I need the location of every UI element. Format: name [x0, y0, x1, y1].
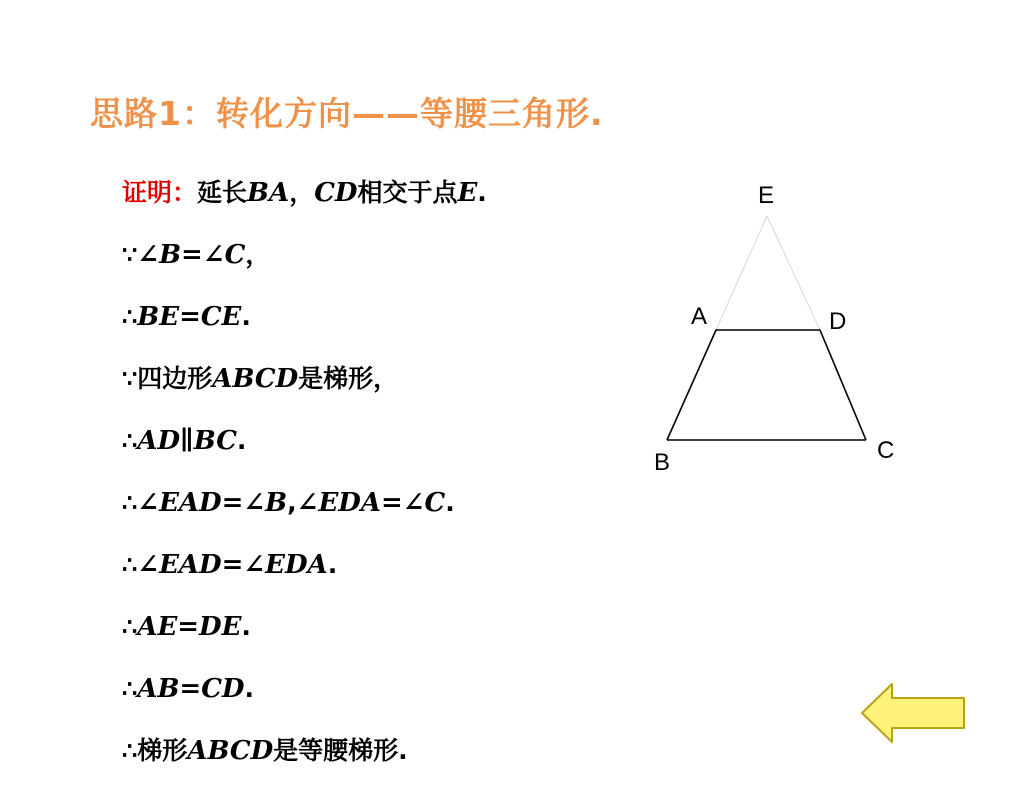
therefore-symbol: ∴: [122, 426, 138, 455]
back-button[interactable]: [858, 680, 970, 746]
text: .: [327, 550, 338, 579]
math: AB=CD: [137, 674, 245, 704]
math: ABCD: [187, 736, 274, 766]
math: ∠EAD=∠EDA: [137, 550, 328, 580]
math: ∠EDA=∠C: [296, 488, 446, 518]
therefore-symbol: ∴: [122, 612, 138, 641]
text: .: [241, 302, 251, 331]
proof-line-1: [122, 170, 642, 232]
text: ，: [245, 240, 271, 269]
segment-dc: [820, 330, 866, 440]
proof-line-6: [122, 480, 642, 542]
math: BE=CE: [137, 302, 242, 332]
therefore-symbol: ∴: [122, 488, 138, 517]
vertex-label-c: C: [877, 437, 895, 464]
extension-line-ed: [767, 216, 820, 330]
proof-text: [122, 170, 642, 790]
math: ∠B=∠C: [137, 240, 246, 270]
text: .: [241, 612, 251, 641]
segment-ab: [667, 330, 716, 440]
text: .: [236, 426, 247, 455]
slide-title: 思路1：转化方向——等腰三角形.: [90, 94, 604, 133]
proof-line-5: [122, 418, 642, 480]
proof-line-8: [122, 604, 642, 666]
text: .: [445, 488, 455, 517]
text: 是等腰梯形.: [273, 736, 408, 765]
math: CD: [314, 178, 358, 208]
therefore-symbol: ∴: [122, 674, 138, 703]
proof-line-3: [122, 294, 642, 356]
therefore-symbol: ∴: [122, 302, 138, 331]
because-symbol: ∵: [122, 240, 138, 269]
math: E: [457, 178, 478, 208]
text: 是梯形，: [298, 364, 399, 393]
therefore-symbol: ∴: [122, 736, 138, 765]
extension-line-ea: [716, 216, 767, 330]
therefore-symbol: ∴: [122, 550, 138, 579]
because-symbol: ∵: [122, 364, 138, 393]
text: .: [477, 178, 487, 207]
vertex-label-d: D: [829, 308, 847, 335]
text: .: [244, 674, 254, 703]
text: 梯形: [137, 736, 188, 765]
math: AD∥BC: [137, 426, 237, 456]
proof-label: 证明：: [122, 178, 198, 207]
proof-line-2: [122, 232, 642, 294]
text: ，: [289, 178, 315, 207]
text: 延长: [197, 178, 248, 207]
math: BA: [247, 178, 290, 208]
proof-line-7: [122, 542, 642, 604]
text: 相交于点: [357, 178, 458, 207]
trapezoid-diagram: [640, 170, 920, 490]
proof-line-4: [122, 356, 642, 418]
vertex-label-b: B: [654, 449, 671, 476]
vertex-label-a: A: [691, 303, 708, 330]
math: ∠EAD=∠B: [137, 488, 288, 518]
vertex-label-e: E: [758, 182, 775, 209]
left-arrow-icon[interactable]: [862, 684, 964, 742]
text: 四边形: [137, 364, 213, 393]
proof-line-9: [122, 666, 642, 728]
proof-line-10: [122, 728, 642, 790]
math: AE=DE: [137, 612, 242, 642]
text: ,: [287, 488, 297, 517]
math: ABCD: [212, 364, 299, 394]
